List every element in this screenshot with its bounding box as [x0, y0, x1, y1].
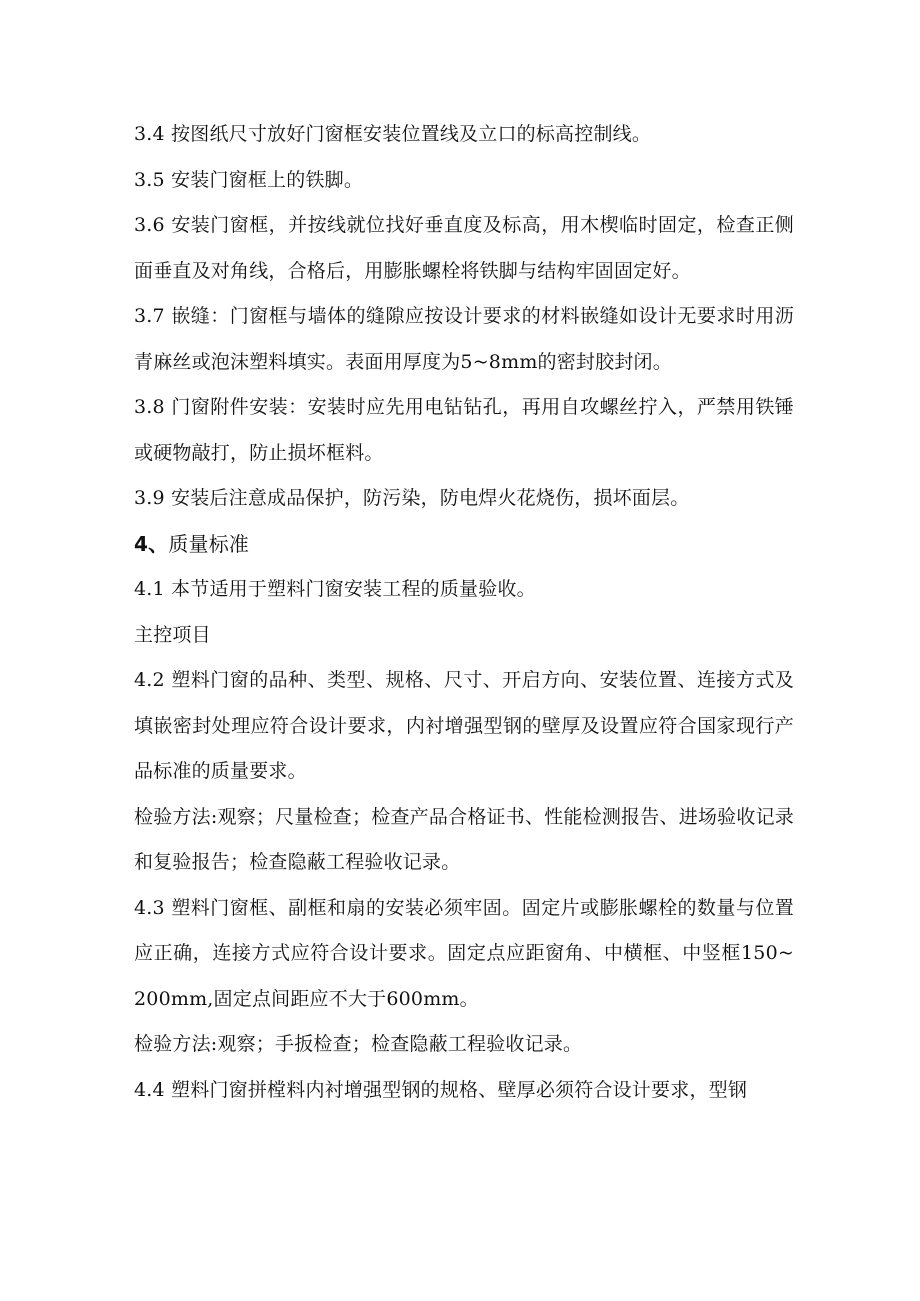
document-body — [134, 112, 794, 1113]
inspection-method-4-3: 检验方法:观察；手扳检查；检查隐蔽工程验收记录。 — [134, 1033, 583, 1055]
inspection-method-4-2: 检验方法:观察；尺量检查；检查产品合格证书、性能检测报告、进场验收记录和复验报告；检查隐蔽工程验收记录。 — [134, 805, 794, 873]
subheading-main-control: 主控项目 — [134, 623, 211, 646]
paragraph-4-1: 4.1 本节适用于塑料门窗安装工程的质量验收。 — [134, 578, 536, 600]
paragraph-3-4: 3.4 按图纸尺寸放好门窗框安装位置线及立口的标高控制线。 — [134, 123, 652, 145]
paragraph-4-4: 4.4 塑料门窗拼樘料内衬增强型钢的规格、壁厚必须符合设计要求，型钢 — [134, 1078, 748, 1101]
paragraph-3-9: 3.9 安装后注意成品保护，防污染，防电焊火花烧伤，损坏面层。 — [134, 487, 690, 509]
section-heading — [134, 522, 794, 568]
paragraph-3-8: 3.8 门窗附件安装：安装时应先用电钻钻孔，再用自攻螺丝拧入，严禁用铁锤或硬物敲打，防止损坏框料。 — [134, 396, 794, 464]
paragraph-3-7: 3.7 嵌缝：门窗框与墙体的缝隙应按设计要求的材料嵌缝如设计无要求时用沥青麻丝或泡沫塑料填实。表面用厚度为5~8mm的密封胶封闭。 — [134, 305, 794, 373]
paragraph-4-2: 4.2 塑料门窗的品种、类型、规格、尺寸、开启方向、安装位置、连接方式及填嵌密封处理应符合设计要求，内衬增强型钢的壁厚及设置应符合国家现行产品标准的质量要求。 — [134, 669, 794, 782]
paragraph-3-6: 3.6 安装门窗框，并按线就位找好垂直度及标高，用木楔临时固定，检查正侧面垂直及对角线，合格后，用膨胀螺栓将铁脚与结构牢固固定好。 — [134, 214, 794, 282]
paragraph-3-5: 3.5 安装门窗框上的铁脚。 — [134, 168, 364, 191]
paragraph-4-3: 4.3 塑料门窗框、副框和扇的安装必须牢固。固定片或膨胀螺栓的数量与位置应正确，连接方式应符合设计要求。固定点应距窗角、中横框、中竖框150~200mm,固定点间距应不大于600mm。 — [134, 896, 794, 1010]
section-heading-title: 质量标准 — [168, 531, 250, 556]
section-heading-number: 4、 — [134, 531, 169, 556]
